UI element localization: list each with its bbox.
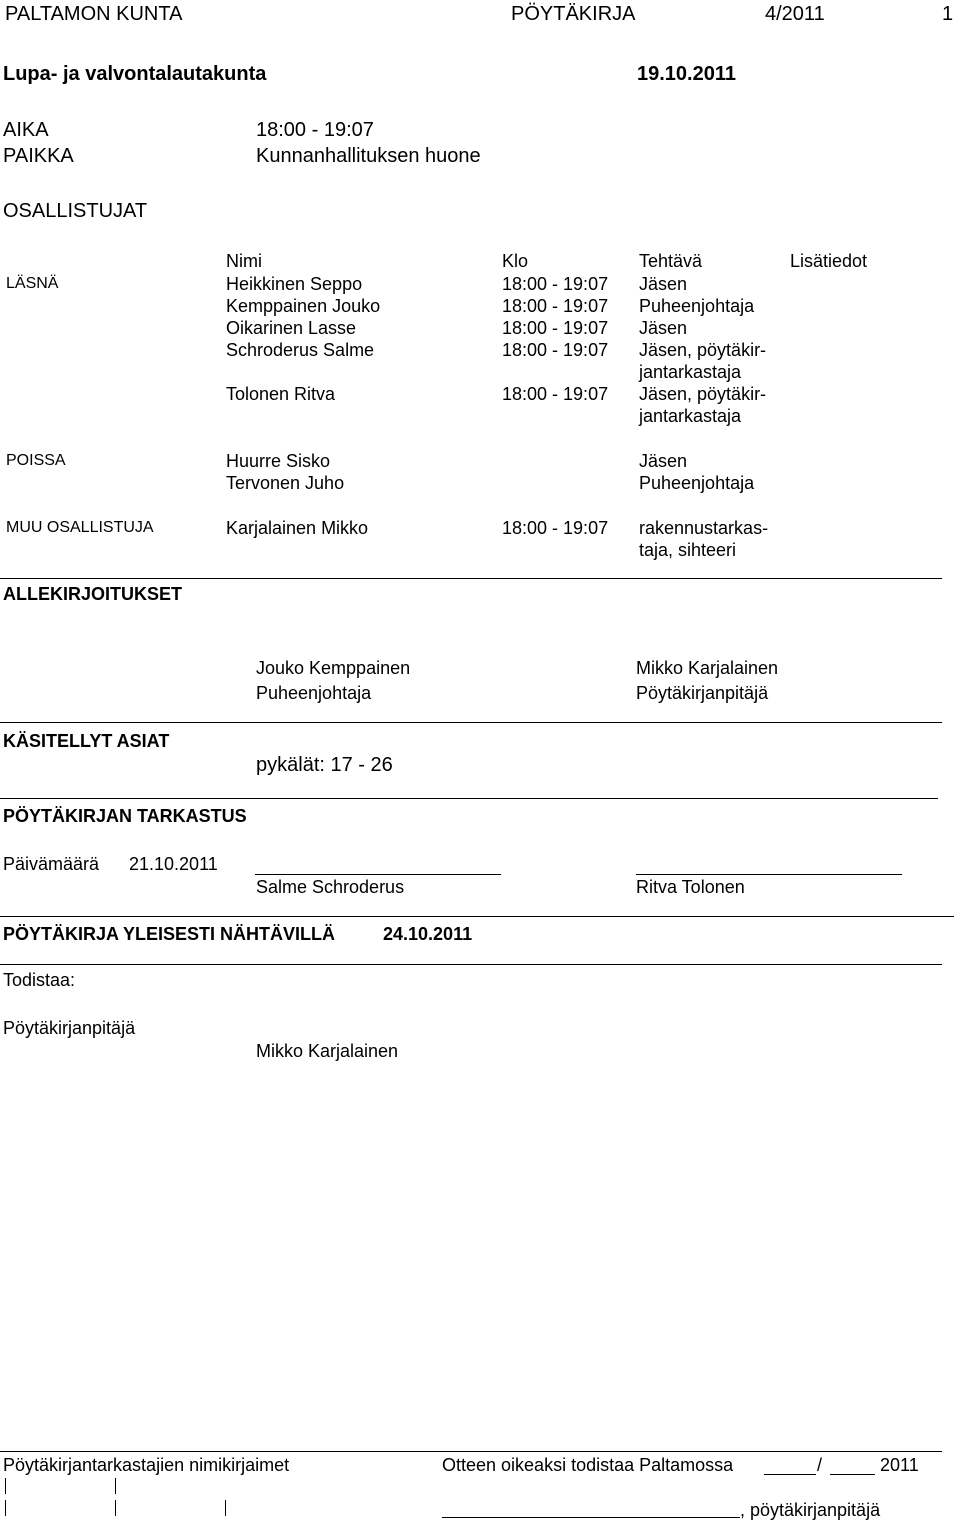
participant-time: 18:00 - 19:07 [502,384,609,404]
divider [0,964,942,965]
signature-line [636,874,902,875]
participant-name: Schroderus Salme [226,340,375,360]
other-participant-role: rakennustarkas- [639,518,769,538]
column-header-name: Nimi [226,251,262,271]
other-participant-time: 18:00 - 19:07 [502,518,609,538]
initials-box-divider [115,1500,116,1516]
other-participant-label: MUU OSALLISTUJA [6,519,154,536]
place-value: Kunnanhallituksen huone [256,145,481,167]
month-blank-line [830,1474,875,1475]
document-number: 4/2011 [765,3,825,25]
absent-name: Huurre Sisko [226,451,331,471]
chair-role: Puheenjohtaja [256,683,372,703]
column-header-role: Tehtävä [639,251,703,271]
time-label: AIKA [3,119,49,141]
absent-role: Puheenjohtaja [639,473,755,493]
keeper-signature-line [442,1517,740,1518]
column-header-time: Klo [502,251,529,271]
review-date-value: 21.10.2011 [129,854,218,874]
participant-name: Heikkinen Seppo [226,274,363,294]
keeper-label: Pöytäkirjanpitäjä [3,1018,136,1038]
participant-time: 18:00 - 19:07 [502,274,609,294]
footer-year: 2011 [880,1455,919,1475]
present-label: LÄSNÄ [6,275,59,292]
time-value: 18:00 - 19:07 [256,119,374,141]
keeper-suffix: , pöytäkirjanpitäjä [740,1500,881,1520]
reviewer-name: Salme Schroderus [256,877,405,897]
participant-time: 18:00 - 19:07 [502,318,609,338]
divider [0,798,938,799]
initials-box-divider [225,1500,226,1516]
extract-certification-text: Otteen oikeaksi todistaa Paltamossa [442,1455,734,1475]
secretary-role: Pöytäkirjanpitäjä [636,683,769,703]
page-number: 1 [942,3,954,25]
board-name: Lupa- ja valvontalautakunta [3,63,267,85]
absent-name: Tervonen Juho [226,473,345,493]
participant-role: Jäsen [639,318,688,338]
municipality-name: PALTAMON KUNTA [5,3,183,25]
footer-divider [0,1451,942,1452]
participant-role-continued: jantarkastaja [639,406,742,426]
document-type: PÖYTÄKIRJA [511,3,636,25]
chair-name: Jouko Kemppainen [256,658,411,678]
meeting-date: 19.10.2011 [637,63,736,85]
public-display-date: 24.10.2011 [383,924,473,944]
participant-time: 18:00 - 19:07 [502,340,609,360]
other-participant-role-continued: taja, sihteeri [639,540,737,560]
column-header-notes: Lisätiedot [790,251,868,271]
participant-role: Jäsen, pöytäkir- [639,340,767,360]
participants-title: OSALLISTUJAT [3,200,148,222]
initials-label: Pöytäkirjantarkastajien nimikirjaimet [3,1455,290,1475]
secretary-name: Mikko Karjalainen [636,658,779,678]
place-label: PAIKKA [3,145,74,167]
participant-role: Jäsen [639,274,688,294]
participant-name: Kemppainen Jouko [226,296,381,316]
signature-line [255,874,501,875]
certify-label: Todistaa: [3,970,76,990]
participant-role: Jäsen, pöytäkir- [639,384,767,404]
participant-role-continued: jantarkastaja [639,362,742,382]
date-separator: / [817,1455,823,1475]
initials-box-divider [5,1478,6,1494]
handled-sections: pykälät: 17 - 26 [256,754,393,776]
divider [0,722,942,723]
absent-label: POISSA [6,452,66,469]
participant-name: Tolonen Ritva [226,384,336,404]
review-title: PÖYTÄKIRJAN TARKASTUS [3,806,247,826]
participant-time: 18:00 - 19:07 [502,296,609,316]
signatures-title: ALLEKIRJOITUKSET [3,584,183,604]
absent-role: Jäsen [639,451,688,471]
keeper-name: Mikko Karjalainen [256,1041,399,1061]
handled-title: KÄSITELLYT ASIAT [3,731,170,751]
day-blank-line [764,1474,816,1475]
participant-name: Oikarinen Lasse [226,318,357,338]
divider [0,578,942,579]
initials-box-divider [5,1500,6,1516]
other-participant-name: Karjalainen Mikko [226,518,369,538]
reviewer-name: Ritva Tolonen [636,877,745,897]
public-display-label: PÖYTÄKIRJA YLEISESTI NÄHTÄVILLÄ [3,924,336,944]
participant-role: Puheenjohtaja [639,296,755,316]
divider [0,916,954,917]
initials-box-divider [115,1478,116,1494]
review-date-label: Päivämäärä [3,854,100,874]
